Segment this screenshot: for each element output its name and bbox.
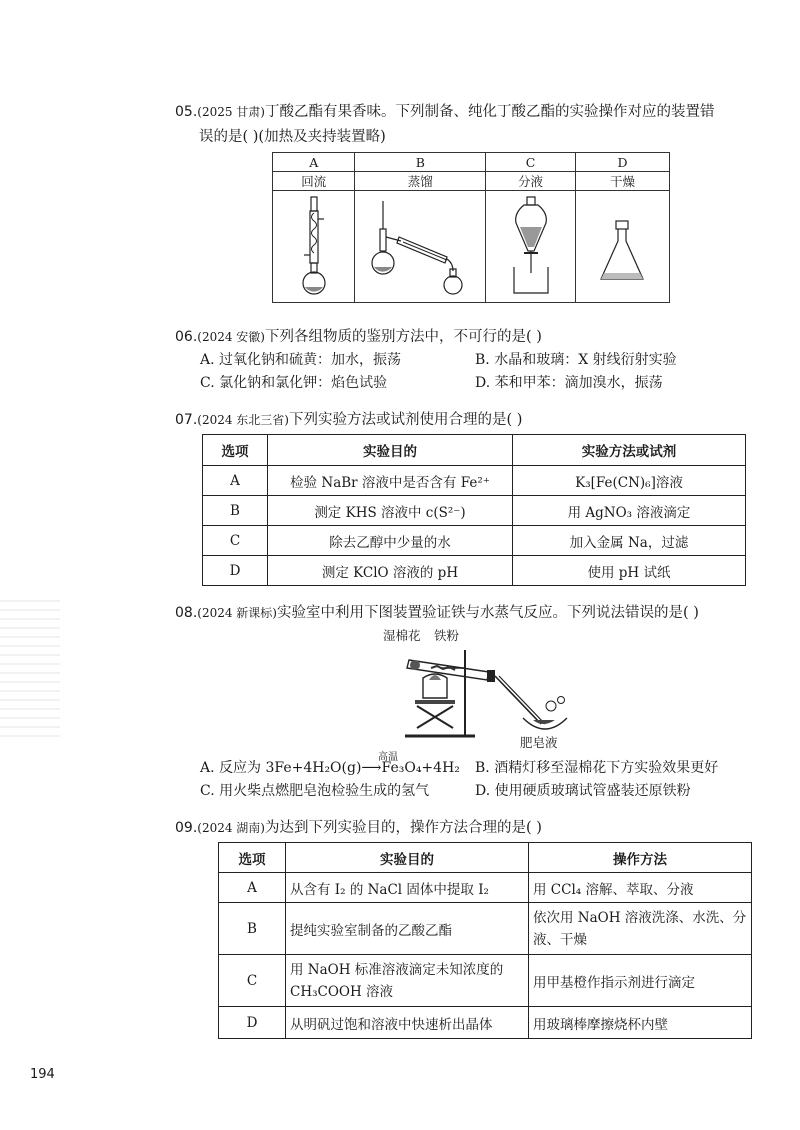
reaction-condition: 高温 — [378, 752, 398, 763]
question-stem: 下列各组物质的鉴别方法中，不可行的是( ) — [264, 329, 542, 345]
row-method: 用玻璃棒摩擦烧杯内壁 — [529, 1007, 752, 1039]
separatory-funnel-drawing — [496, 193, 566, 297]
row-goal: 测定 KHS 溶液中 c(S²⁻) — [268, 496, 513, 526]
question-09 — [175, 816, 755, 841]
question-number: 05. — [175, 104, 198, 120]
row-goal: 测定 KClO 溶液的 pH — [268, 556, 513, 586]
row-option: D — [219, 1007, 286, 1039]
header-method: 操作方法 — [529, 843, 752, 873]
option-d: D. 使用硬质玻璃试管盛装还原铁粉 — [475, 783, 691, 799]
row-option: C — [219, 955, 286, 1007]
row-goal: 从含有 I₂ 的 NaCl 固体中提取 I₂ — [286, 873, 529, 903]
table-row — [219, 873, 752, 903]
row-method: 加入金属 Na，过滤 — [513, 526, 746, 556]
page-number: 194 — [30, 1067, 55, 1082]
col-letter-a: A — [273, 153, 355, 172]
question-number: 09. — [175, 820, 198, 836]
row-option: B — [219, 903, 286, 955]
label-iron-powder: 铁粉 — [434, 628, 460, 643]
row-option: B — [203, 496, 268, 526]
header-goal: 实验目的 — [268, 435, 513, 466]
question-source: (2024 湖南) — [197, 821, 265, 835]
option-c: C. 氯化钠和氯化钾：焰色试验 — [200, 375, 388, 391]
table-row — [219, 1007, 752, 1039]
option-b: B. 水晶和玻璃：X 射线衍射实验 — [475, 352, 677, 368]
col-name-d: 干燥 — [575, 172, 669, 191]
distillation-apparatus — [355, 191, 486, 303]
option-d: D. 苯和甲苯：滴加溴水，振荡 — [475, 375, 663, 391]
option-a: A. 过氧化钠和硫黄：加水，振荡 — [200, 352, 402, 368]
row-goal: 检验 NaBr 溶液中是否含有 Fe²⁺ — [268, 466, 513, 496]
question-number: 08. — [175, 605, 198, 621]
question-stem: 下列实验方法或试剂使用合理的是( ) — [288, 412, 523, 428]
option-b: B. 酒精灯移至湿棉花下方实验效果更好 — [475, 760, 719, 776]
question-stem: 实验室中利用下图装置验证铁与水蒸气反应。下列说法错误的是( ) — [276, 605, 699, 621]
option-c: C. 用火柴点燃肥皂泡检验生成的氢气 — [200, 783, 430, 799]
question-stem: 为达到下列实验目的，操作方法合理的是( ) — [264, 820, 542, 836]
row-method: 用甲基橙作指示剂进行滴定 — [529, 955, 752, 1007]
separatory-funnel-apparatus — [486, 191, 576, 303]
reflux-drawing — [284, 193, 344, 297]
header-option: 选项 — [219, 843, 286, 873]
row-option: A — [219, 873, 286, 903]
label-wet-cotton: 湿棉花 — [383, 628, 421, 643]
row-option: C — [203, 526, 268, 556]
reflux-apparatus — [273, 191, 355, 303]
col-letter-b: B — [355, 153, 486, 172]
table-row — [203, 556, 746, 586]
row-method: 依次用 NaOH 溶液洗涤、水洗、分液、干燥 — [529, 903, 752, 955]
table-row — [203, 466, 746, 496]
apparatus-table — [272, 152, 670, 303]
table-row — [219, 903, 752, 955]
col-letter-d: D — [575, 153, 669, 172]
question-source: (2024 东北三省) — [197, 413, 289, 427]
question-source: (2024 安徽) — [197, 330, 265, 344]
row-option: A — [203, 466, 268, 496]
table-row — [219, 955, 752, 1007]
row-goal: 除去乙醇中少量的水 — [268, 526, 513, 556]
row-method: 用 CCl₄ 溶解、萃取、分液 — [529, 873, 752, 903]
question-number: 06. — [175, 329, 198, 345]
option-a-text: A. 反应为 3Fe+4H₂O(g)⟶Fe₃O₄+4H₂ — [200, 760, 460, 776]
table-row — [203, 496, 746, 526]
scan-artifact — [0, 600, 60, 740]
row-goal: 用 NaOH 标准溶液滴定未知浓度的 CH₃COOH 溶液 — [286, 955, 529, 1007]
question-08 — [175, 601, 755, 626]
table-row — [203, 526, 746, 556]
col-letter-c: C — [486, 153, 576, 172]
col-name-c: 分液 — [486, 172, 576, 191]
row-method: 使用 pH 试纸 — [513, 556, 746, 586]
question-stem-line2: 误的是( )(加热及夹持装置略) — [199, 129, 386, 145]
question-08-options — [200, 752, 760, 803]
row-option: D — [203, 556, 268, 586]
row-method: K₃[Fe(CN)₆]溶液 — [513, 466, 746, 496]
row-method: 用 AgNO₃ 溶液滴定 — [513, 496, 746, 526]
col-name-b: 蒸馏 — [355, 172, 486, 191]
drying-flask-apparatus — [575, 191, 669, 303]
row-goal: 提纯实验室制备的乙酸乙酯 — [286, 903, 529, 955]
question-06-options — [200, 349, 760, 395]
question-source: (2025 甘肃) — [197, 105, 265, 119]
header-method: 实验方法或试剂 — [513, 435, 746, 466]
header-option: 选项 — [203, 435, 268, 466]
q09-table — [218, 842, 752, 1039]
distillation-drawing — [361, 193, 479, 297]
header-goal: 实验目的 — [286, 843, 529, 873]
col-name-a: 回流 — [273, 172, 355, 191]
question-05 — [175, 100, 755, 150]
label-soap-solution: 肥皂液 — [520, 735, 558, 750]
erlenmeyer-flask-drawing — [587, 193, 657, 297]
question-06 — [175, 325, 755, 350]
option-a — [200, 752, 475, 780]
row-goal: 从明矾过饱和溶液中快速析出晶体 — [286, 1007, 529, 1039]
q07-table — [202, 434, 746, 586]
question-number: 07. — [175, 412, 198, 428]
question-07 — [175, 408, 755, 433]
question-source: (2024 新课标) — [197, 606, 277, 620]
question-stem: 丁酸乙酯有果香味。下列制备、纯化丁酸乙酯的实验操作对应的装置错 — [264, 104, 715, 120]
